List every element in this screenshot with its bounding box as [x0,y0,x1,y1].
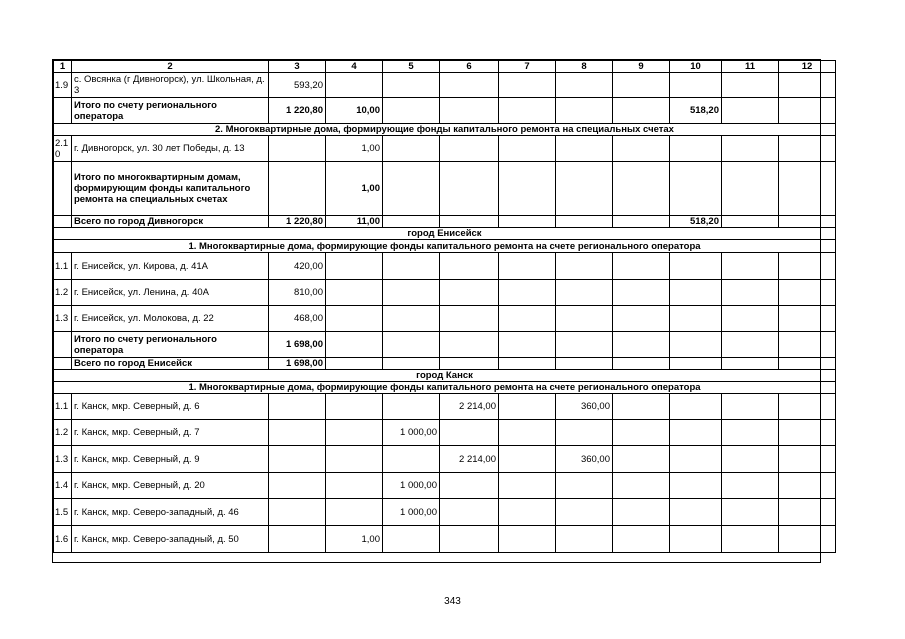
value-cell [670,394,722,420]
value-cell: 360,00 [556,394,613,420]
value-cell: 518,20 [670,98,722,124]
section-title: 1. Многоквартирные дома, формирующие фонды капитального ремонта на счете регионального оператора [54,382,836,394]
value-cell [440,216,499,228]
value-cell [440,358,499,370]
row-number: 2.1 0 [54,136,72,162]
value-cell [556,280,613,306]
value-cell [613,73,670,98]
value-cell [613,332,670,358]
value-cell: 11,00 [326,216,383,228]
value-cell: 1 220,80 [269,98,326,124]
column-header: 6 [440,61,499,73]
value-cell: 468,00 [269,306,326,332]
column-header: 2 [72,61,269,73]
value-cell [556,473,613,499]
value-cell [383,73,440,98]
total-row [54,98,836,124]
column-header: 3 [269,61,326,73]
value-cell [722,394,779,420]
value-cell: 593,20 [269,73,326,98]
value-cell [326,253,383,280]
address-cell: г. Канск, мкр. Северо-западный, д. 50 [72,526,269,553]
value-cell [556,499,613,526]
value-cell [779,162,836,216]
row-number: 1.1 [54,253,72,280]
value-cell [440,73,499,98]
value-cell [326,306,383,332]
value-cell [779,98,836,124]
value-cell [779,253,836,280]
value-cell: 1 698,00 [269,358,326,370]
value-cell [326,280,383,306]
value-cell [269,446,326,473]
table-row [54,473,836,499]
value-cell [613,473,670,499]
value-cell [613,306,670,332]
value-cell [779,306,836,332]
value-cell [613,98,670,124]
address-cell: г. Енисейск, ул. Ленина, д. 40А [72,280,269,306]
value-cell [722,526,779,553]
column-header: 1 [54,61,72,73]
total-row [54,332,836,358]
column-header: 8 [556,61,613,73]
value-cell [383,332,440,358]
value-cell [779,446,836,473]
value-cell [556,306,613,332]
value-cell [779,216,836,228]
value-cell [326,499,383,526]
table-row [54,499,836,526]
value-cell [722,253,779,280]
value-cell [556,98,613,124]
row-number [54,216,72,228]
table-row [54,394,836,420]
address-cell: Итого по счету регионального оператора [72,332,269,358]
value-cell [440,253,499,280]
value-cell [722,473,779,499]
value-cell [613,446,670,473]
value-cell [779,420,836,446]
value-cell [440,306,499,332]
section-title: город Енисейск [54,228,836,240]
value-cell [440,136,499,162]
value-cell [499,446,556,473]
total-row [54,162,836,216]
column-header: 5 [383,61,440,73]
column-header: 12 [779,61,836,73]
value-cell [383,394,440,420]
row-number [54,162,72,216]
value-cell [499,358,556,370]
address-cell: г. Енисейск, ул. Молокова, д. 22 [72,306,269,332]
value-cell [499,73,556,98]
value-cell [722,162,779,216]
value-cell [722,332,779,358]
value-cell [556,526,613,553]
value-cell [326,394,383,420]
address-cell: с. Овсянка (г Дивногорск), ул. Школьная, д. 3 [72,73,269,98]
value-cell [499,253,556,280]
value-cell [779,332,836,358]
table-row [54,306,836,332]
value-cell [499,394,556,420]
value-cell [722,306,779,332]
address-cell: Всего по город Дивногорск [72,216,269,228]
value-cell [670,332,722,358]
section-header-row [54,228,836,240]
value-cell [556,73,613,98]
table-row [54,280,836,306]
value-cell: 2 214,00 [440,394,499,420]
section-title: 2. Многоквартирные дома, формирующие фонды капитального ремонта на специальных счетах [54,124,836,136]
row-number [54,98,72,124]
value-cell [440,280,499,306]
total-row [54,358,836,370]
value-cell [269,526,326,553]
value-cell: 810,00 [269,280,326,306]
address-cell: г. Канск, мкр. Северо-западный, д. 46 [72,499,269,526]
value-cell [670,420,722,446]
value-cell [670,253,722,280]
value-cell [779,394,836,420]
value-cell [440,420,499,446]
value-cell [722,216,779,228]
section-header-row [54,124,836,136]
table-body [54,61,836,553]
value-cell [722,280,779,306]
value-cell [613,526,670,553]
row-number: 1.1 [54,394,72,420]
value-cell [670,136,722,162]
value-cell: 1,00 [326,526,383,553]
value-cell [326,358,383,370]
address-cell: г. Канск, мкр. Северный, д. 20 [72,473,269,499]
value-cell [383,253,440,280]
table-row [54,420,836,446]
row-number [54,332,72,358]
section-header-row [54,382,836,394]
value-cell: 10,00 [326,98,383,124]
value-cell [440,332,499,358]
value-cell [722,73,779,98]
row-number: 1.9 [54,73,72,98]
section-header-row [54,370,836,382]
value-cell: 1 698,00 [269,332,326,358]
value-cell [383,526,440,553]
value-cell [383,136,440,162]
section-title: 1. Многоквартирные дома, формирующие фонды капитального ремонта на счете регионального оператора [54,240,836,253]
report-table [53,60,836,553]
value-cell [722,446,779,473]
page-number: 343 [444,596,461,607]
value-cell [269,420,326,446]
address-cell: г. Канск, мкр. Северный, д. 6 [72,394,269,420]
value-cell: 420,00 [269,253,326,280]
value-cell [383,98,440,124]
value-cell [779,136,836,162]
value-cell [670,280,722,306]
row-number: 1.6 [54,526,72,553]
value-cell [556,420,613,446]
value-cell [779,499,836,526]
address-cell: Итого по счету регионального оператора [72,98,269,124]
value-cell [722,358,779,370]
value-cell [670,446,722,473]
value-cell [269,394,326,420]
value-cell [269,136,326,162]
address-cell: г. Канск, мкр. Северный, д. 7 [72,420,269,446]
column-header: 7 [499,61,556,73]
value-cell [670,162,722,216]
column-header: 10 [670,61,722,73]
value-cell: 2 214,00 [440,446,499,473]
row-number: 1.4 [54,473,72,499]
row-number: 1.2 [54,280,72,306]
value-cell [440,473,499,499]
row-number: 1.2 [54,420,72,446]
value-cell [499,216,556,228]
value-cell [440,499,499,526]
value-cell [556,253,613,280]
value-cell [383,280,440,306]
value-cell [499,499,556,526]
value-cell: 1 000,00 [383,473,440,499]
value-cell [556,136,613,162]
column-header: 4 [326,61,383,73]
value-cell [613,216,670,228]
value-cell [499,332,556,358]
value-cell: 1 000,00 [383,420,440,446]
address-cell: г. Канск, мкр. Северный, д. 9 [72,446,269,473]
table-row [54,136,836,162]
value-cell [722,499,779,526]
value-cell [613,394,670,420]
value-cell [499,98,556,124]
column-header: 11 [722,61,779,73]
value-cell [326,473,383,499]
value-cell: 518,20 [670,216,722,228]
total-row [54,216,836,228]
value-cell [326,73,383,98]
value-cell [556,332,613,358]
value-cell [556,216,613,228]
row-number: 1.3 [54,446,72,473]
address-cell: Итого по многоквартирным домам, формирующим фонды капитального ремонта на специальных счетах [72,162,269,216]
value-cell [556,162,613,216]
row-number: 1.3 [54,306,72,332]
value-cell [499,473,556,499]
value-cell [556,358,613,370]
value-cell [440,98,499,124]
value-cell [670,473,722,499]
value-cell [499,136,556,162]
column-header: 9 [613,61,670,73]
value-cell [613,420,670,446]
value-cell [722,136,779,162]
value-cell [269,473,326,499]
value-cell [613,136,670,162]
value-cell [779,73,836,98]
value-cell [326,446,383,473]
column-header-row [54,61,836,73]
table-row [54,526,836,553]
section-header-row [54,240,836,253]
value-cell [613,162,670,216]
value-cell [613,280,670,306]
value-cell [499,526,556,553]
value-cell [613,499,670,526]
value-cell [722,420,779,446]
value-cell: 1,00 [326,136,383,162]
value-cell [779,473,836,499]
table-row [54,253,836,280]
value-cell [779,526,836,553]
value-cell [383,446,440,473]
value-cell: 1,00 [326,162,383,216]
value-cell [383,216,440,228]
row-number [54,358,72,370]
value-cell [269,162,326,216]
address-cell: Всего по город Енисейск [72,358,269,370]
value-cell: 1 000,00 [383,499,440,526]
table-row [54,446,836,473]
value-cell [670,73,722,98]
value-cell [670,306,722,332]
value-cell [383,358,440,370]
value-cell [440,162,499,216]
value-cell [383,162,440,216]
value-cell [613,358,670,370]
value-cell [670,526,722,553]
value-cell [670,358,722,370]
value-cell [613,253,670,280]
value-cell [499,306,556,332]
value-cell [499,420,556,446]
table-row [54,73,836,98]
value-cell [779,280,836,306]
value-cell [499,280,556,306]
value-cell [499,162,556,216]
value-cell: 360,00 [556,446,613,473]
value-cell [722,98,779,124]
value-cell [269,499,326,526]
section-title: город Канск [54,370,836,382]
value-cell [440,526,499,553]
row-number: 1.5 [54,499,72,526]
address-cell: г. Дивногорск, ул. 30 лет Победы, д. 13 [72,136,269,162]
value-cell: 1 220,80 [269,216,326,228]
value-cell [383,306,440,332]
value-cell [670,499,722,526]
value-cell [326,420,383,446]
address-cell: г. Енисейск, ул. Кирова, д. 41А [72,253,269,280]
value-cell [326,332,383,358]
value-cell [779,358,836,370]
